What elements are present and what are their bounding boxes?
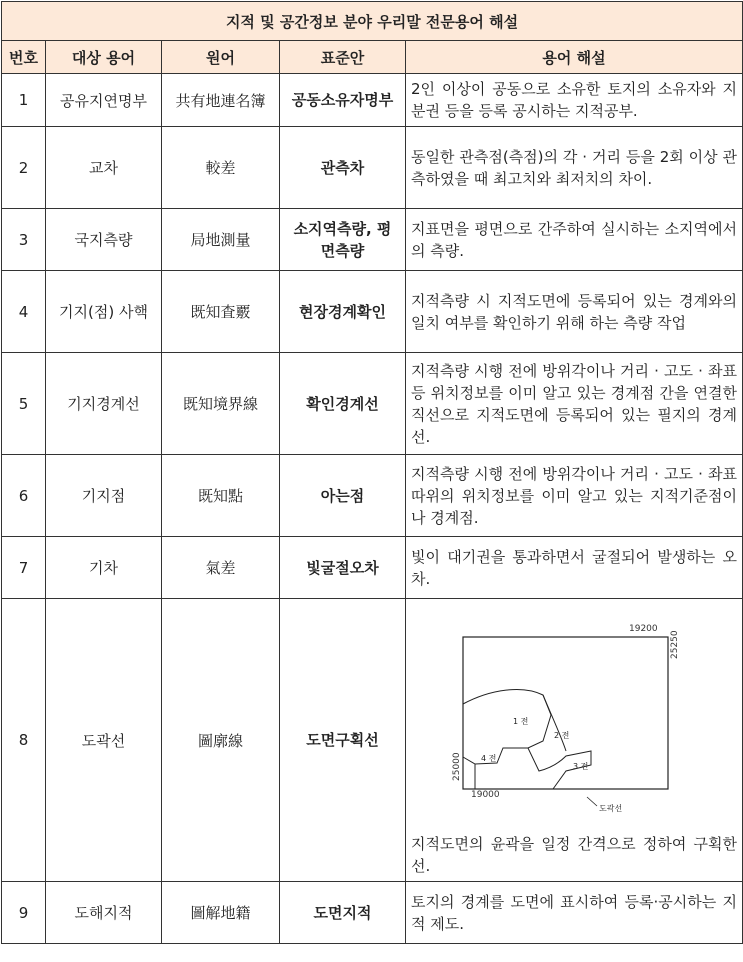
right-y-coordinate: 25250 <box>670 630 680 659</box>
row-original: 共有地連名簿 <box>162 74 280 127</box>
row-original: 圖解地籍 <box>162 882 280 944</box>
row-description: 지적측량 시행 전에 방위각이나 거리 · 고도 · 좌표 따위의 위치정보를 이미 알고 있는 지적기준점이나 경계점. <box>406 455 743 537</box>
table-row <box>2 209 743 271</box>
row-description-with-figure <box>406 599 743 882</box>
row-standard: 도면지적 <box>280 882 406 944</box>
table-row <box>2 599 743 882</box>
row-description: 2인 이상이 공동으로 소유한 토지의 소유자와 지분권 등을 등록 공시하는 지적공부. <box>406 74 743 127</box>
row-original: 較差 <box>162 127 280 209</box>
top-x-coordinate: 19200 <box>629 624 658 634</box>
row-standard: 관측차 <box>280 127 406 209</box>
map-sheet-figure <box>452 611 711 825</box>
glossary-table <box>1 1 743 944</box>
row-description: 지적도면의 윤곽을 일정 간격으로 정하여 구획한 선. <box>411 835 738 875</box>
row-number: 4 <box>2 271 46 353</box>
row-term: 공유지연명부 <box>46 74 162 127</box>
row-term: 기지점 <box>46 455 162 537</box>
table-row <box>2 353 743 455</box>
row-number: 1 <box>2 74 46 127</box>
row-number: 8 <box>2 599 46 882</box>
bottom-x-coordinate: 19000 <box>471 790 500 800</box>
header-term: 대상 용어 <box>46 41 162 74</box>
row-description: 지적측량 시행 전에 방위각이나 거리 · 고도 · 좌표 등 위치정보를 이미 알고 있는 경계점 간을 연결한 직선으로 지적도면에 등록되어 있는 필지의 경계선. <box>406 353 743 455</box>
table-row <box>2 271 743 353</box>
row-number: 2 <box>2 127 46 209</box>
table-row <box>2 74 743 127</box>
row-description: 빛이 대기권을 통과하면서 굴절되어 발생하는 오차. <box>406 537 743 599</box>
row-standard: 빛굴절오차 <box>280 537 406 599</box>
header-description: 용어 해설 <box>406 41 743 74</box>
row-standard: 소지역측량, 평면측량 <box>280 209 406 271</box>
table-title: 지적 및 공간정보 분야 우리말 전문용어 해설 <box>2 2 743 41</box>
row-standard: 현장경계확인 <box>280 271 406 353</box>
header-standard: 표준안 <box>280 41 406 74</box>
row-term: 도곽선 <box>46 599 162 882</box>
row-description: 지표면을 평면으로 간주하여 실시하는 소지역에서의 측량. <box>406 209 743 271</box>
parcel-2-label: 2 전 <box>554 731 570 740</box>
row-number: 5 <box>2 353 46 455</box>
row-standard: 공동소유자명부 <box>280 74 406 127</box>
row-original: 既知境界線 <box>162 353 280 455</box>
row-original: 氣差 <box>162 537 280 599</box>
row-term: 국지측량 <box>46 209 162 271</box>
row-description: 동일한 관측점(측점)의 각 · 거리 등을 2회 이상 관측하였을 때 최고치와 최저치의 차이. <box>406 127 743 209</box>
row-standard: 확인경계선 <box>280 353 406 455</box>
left-y-coordinate: 25000 <box>452 752 462 781</box>
row-standard: 도면구획선 <box>280 599 406 882</box>
header-number: 번호 <box>2 41 46 74</box>
row-description: 토지의 경계를 도면에 표시하여 등록·공시하는 지적 제도. <box>406 882 743 944</box>
row-original: 既知査覈 <box>162 271 280 353</box>
row-original: 既知點 <box>162 455 280 537</box>
table-row <box>2 882 743 944</box>
parcel-1-label: 1 전 <box>513 717 529 726</box>
row-number: 3 <box>2 209 46 271</box>
table-row <box>2 537 743 599</box>
row-standard: 아는점 <box>280 455 406 537</box>
row-description: 지적측량 시 지적도면에 등록되어 있는 경계와의 일치 여부를 확인하기 위해 하는 측량 작업 <box>406 271 743 353</box>
row-number: 6 <box>2 455 46 537</box>
row-original: 局地測量 <box>162 209 280 271</box>
header-row <box>2 41 743 74</box>
parcel-4-label: 4 전 <box>481 754 497 763</box>
table-row <box>2 127 743 209</box>
header-original: 원어 <box>162 41 280 74</box>
row-term: 기차 <box>46 537 162 599</box>
row-term: 기지(점) 사핵 <box>46 271 162 353</box>
row-number: 9 <box>2 882 46 944</box>
parcel-3-label: 3 전 <box>573 762 589 771</box>
figure-caption: 도곽선 <box>599 804 623 813</box>
table-row <box>2 455 743 537</box>
title-row <box>2 2 743 41</box>
row-original: 圖廓線 <box>162 599 280 882</box>
row-term: 교차 <box>46 127 162 209</box>
row-number: 7 <box>2 537 46 599</box>
row-term: 도해지적 <box>46 882 162 944</box>
row-term: 기지경계선 <box>46 353 162 455</box>
